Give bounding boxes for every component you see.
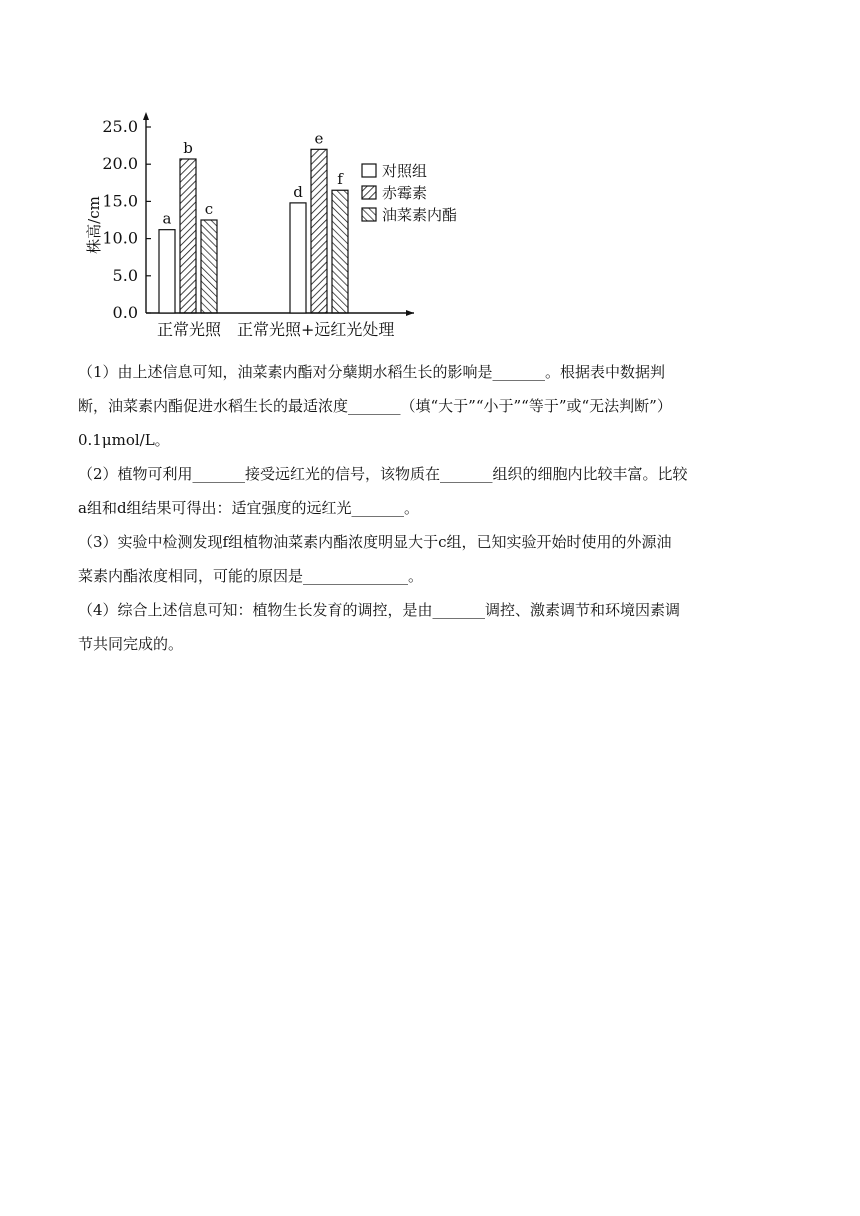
y-tick-label: 0.0 — [112, 303, 138, 322]
bar — [201, 220, 217, 313]
y-tick-label: 15.0 — [102, 191, 138, 211]
y-tick-label: 25.0 — [102, 117, 138, 136]
y-axis-label: 株高/cm — [85, 196, 103, 254]
x-axis-arrow — [406, 310, 414, 316]
y-tick-label: 10.0 — [102, 228, 138, 248]
question-2-line-2: a组和d组结果可得出：适宜强度的远红光_______。 — [78, 499, 420, 517]
question-1 — [78, 355, 778, 457]
question-3-line-2: 菜素内酯浓度相同，可能的原因是______________。 — [78, 567, 424, 585]
legend-swatch — [362, 164, 376, 177]
bar-data-label: d — [293, 182, 303, 201]
bar-data-label: a — [162, 209, 172, 228]
legend-label: 油菜素内酯 — [382, 206, 458, 224]
bar — [159, 230, 175, 313]
y-axis-arrow — [143, 112, 149, 120]
x-category-label: 正常光照 — [156, 320, 222, 339]
question-4-line-1: （4）综合上述信息可知：植物生长发育的调控，是由_______调控、激素调节和环境因素调 — [78, 601, 681, 619]
y-tick-label: 5.0 — [112, 265, 138, 285]
chart-bars — [159, 129, 348, 313]
question-2-line-1: （2）植物可利用_______接受远红光的信号，该物质在_______组织的细胞内比较丰富。比较 — [78, 465, 688, 483]
question-1-line-1: （1）由上述信息可知，油菜素内酯对分蘖期水稻生长的影响是_______。根据表中数据判 — [78, 363, 666, 381]
legend-label: 对照组 — [382, 162, 428, 180]
question-4-line-2: 节共同完成的。 — [78, 635, 184, 653]
bar-data-label: c — [204, 200, 214, 218]
question-3 — [78, 525, 778, 593]
bar — [290, 203, 306, 313]
question-4 — [78, 593, 778, 661]
x-category-label: 正常光照+远红光处理 — [237, 320, 395, 339]
question-1-line-2: 断，油菜素内酯促进水稻生长的最适浓度_______（填“大于”“小于”“等于”或“无法判断”） — [78, 397, 672, 415]
question-2 — [78, 457, 778, 525]
bar-data-label: f — [337, 170, 343, 189]
y-tick-label: 20.0 — [102, 154, 138, 174]
chart-axes — [85, 112, 414, 339]
bar-data-label: e — [314, 129, 324, 148]
legend-label: 赤霉素 — [382, 184, 428, 202]
bar — [332, 190, 348, 313]
question-3-line-1: （3）实验中检测发现f组植物油菜素内酯浓度明显大于c组，已知实验开始时使用的外源油 — [78, 533, 672, 551]
legend-swatch — [362, 208, 376, 221]
bar — [180, 159, 196, 313]
chart-legend — [362, 162, 457, 224]
question-1-line-3: 0.1μmol/L。 — [78, 431, 170, 449]
bar — [311, 149, 327, 313]
legend-swatch — [362, 186, 376, 199]
bar-data-label: b — [183, 138, 193, 157]
bar-chart — [70, 108, 490, 343]
